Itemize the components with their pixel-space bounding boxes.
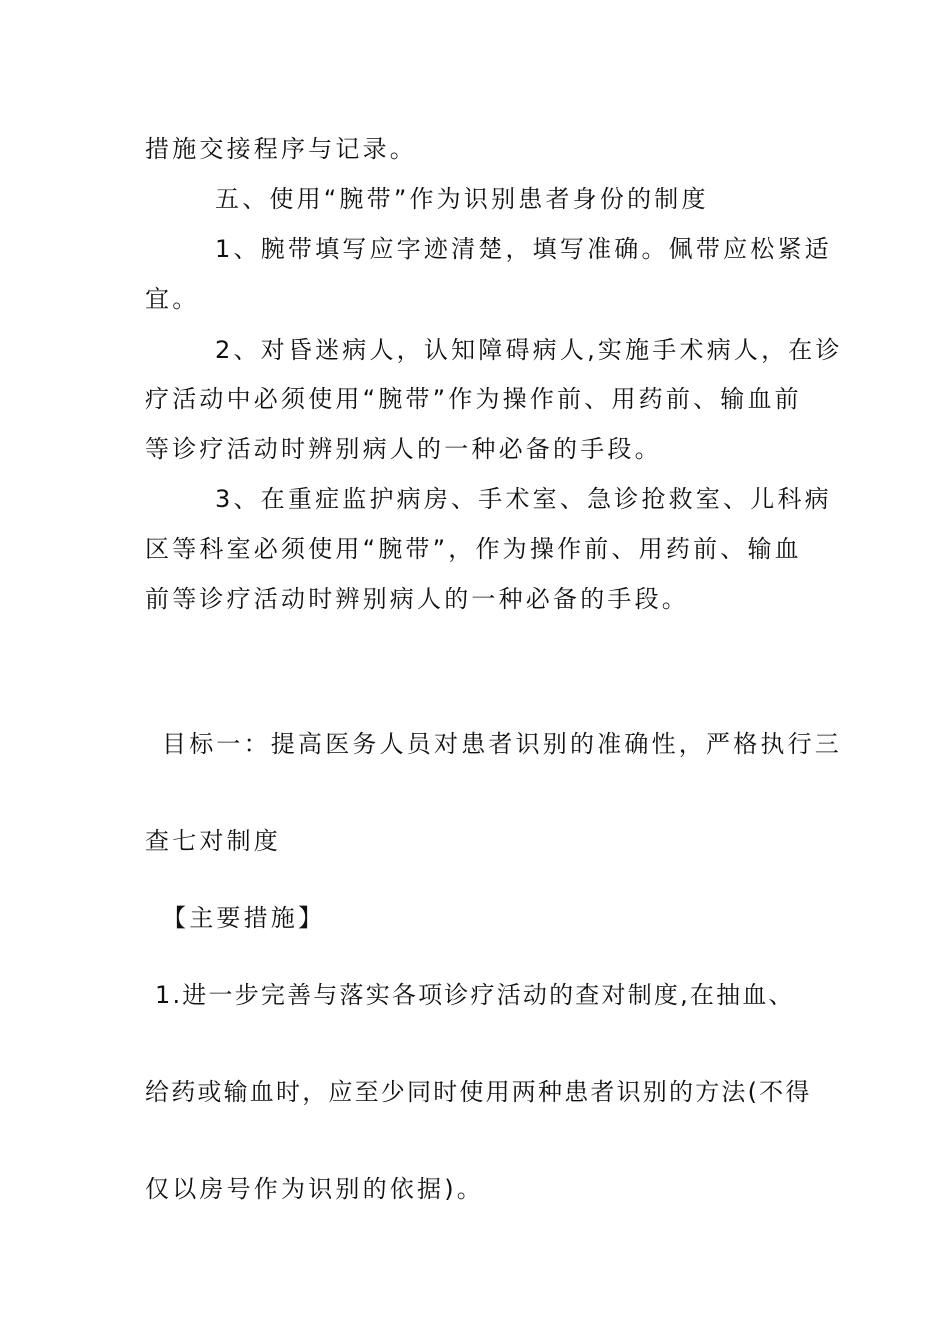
- text-line-9: 区等科室必须使用“腕带”，作为操作前、用药前、输血: [145, 535, 802, 563]
- goal-heading: 目标一：提高医务人员对患者识别的准确性，严格执行三: [162, 730, 842, 758]
- main-measures-heading: 【主要措施】: [162, 904, 326, 932]
- text-line-7: 等诊疗活动时辨别病人的一种必备的手段。: [145, 435, 662, 463]
- text-line-15: 给药或输血时，应至少同时使用两种患者识别的方法(不得: [145, 1078, 812, 1106]
- text-line-14: 1.进一步完善与落实各项诊疗活动的查对制度,在抽血、: [155, 981, 795, 1009]
- text-line-3: 1、腕带填写应字迹清楚，填写准确。佩带应松紧适: [215, 235, 832, 263]
- text-line-16: 仅以房号作为识别的依据)。: [145, 1175, 484, 1203]
- text-line-4: 宜。: [145, 285, 200, 313]
- text-line-6: 疗活动中必须使用“腕带”作为操作前、用药前、输血前: [145, 385, 802, 413]
- text-line-5: 2、对昏迷病人，认知障碍病人,实施手术病人，在诊: [215, 336, 843, 364]
- text-line-1: 措施交接程序与记录。: [145, 135, 417, 163]
- text-line-10: 前等诊疗活动时辨别病人的一种必备的手段。: [145, 585, 689, 613]
- text-line-12: 查七对制度: [145, 827, 281, 855]
- text-line-8: 3、在重症监护病房、手术室、急诊抢救室、儿科病: [215, 485, 832, 513]
- section-heading-5: 五、使用“腕带”作为识别患者身份的制度: [215, 185, 709, 213]
